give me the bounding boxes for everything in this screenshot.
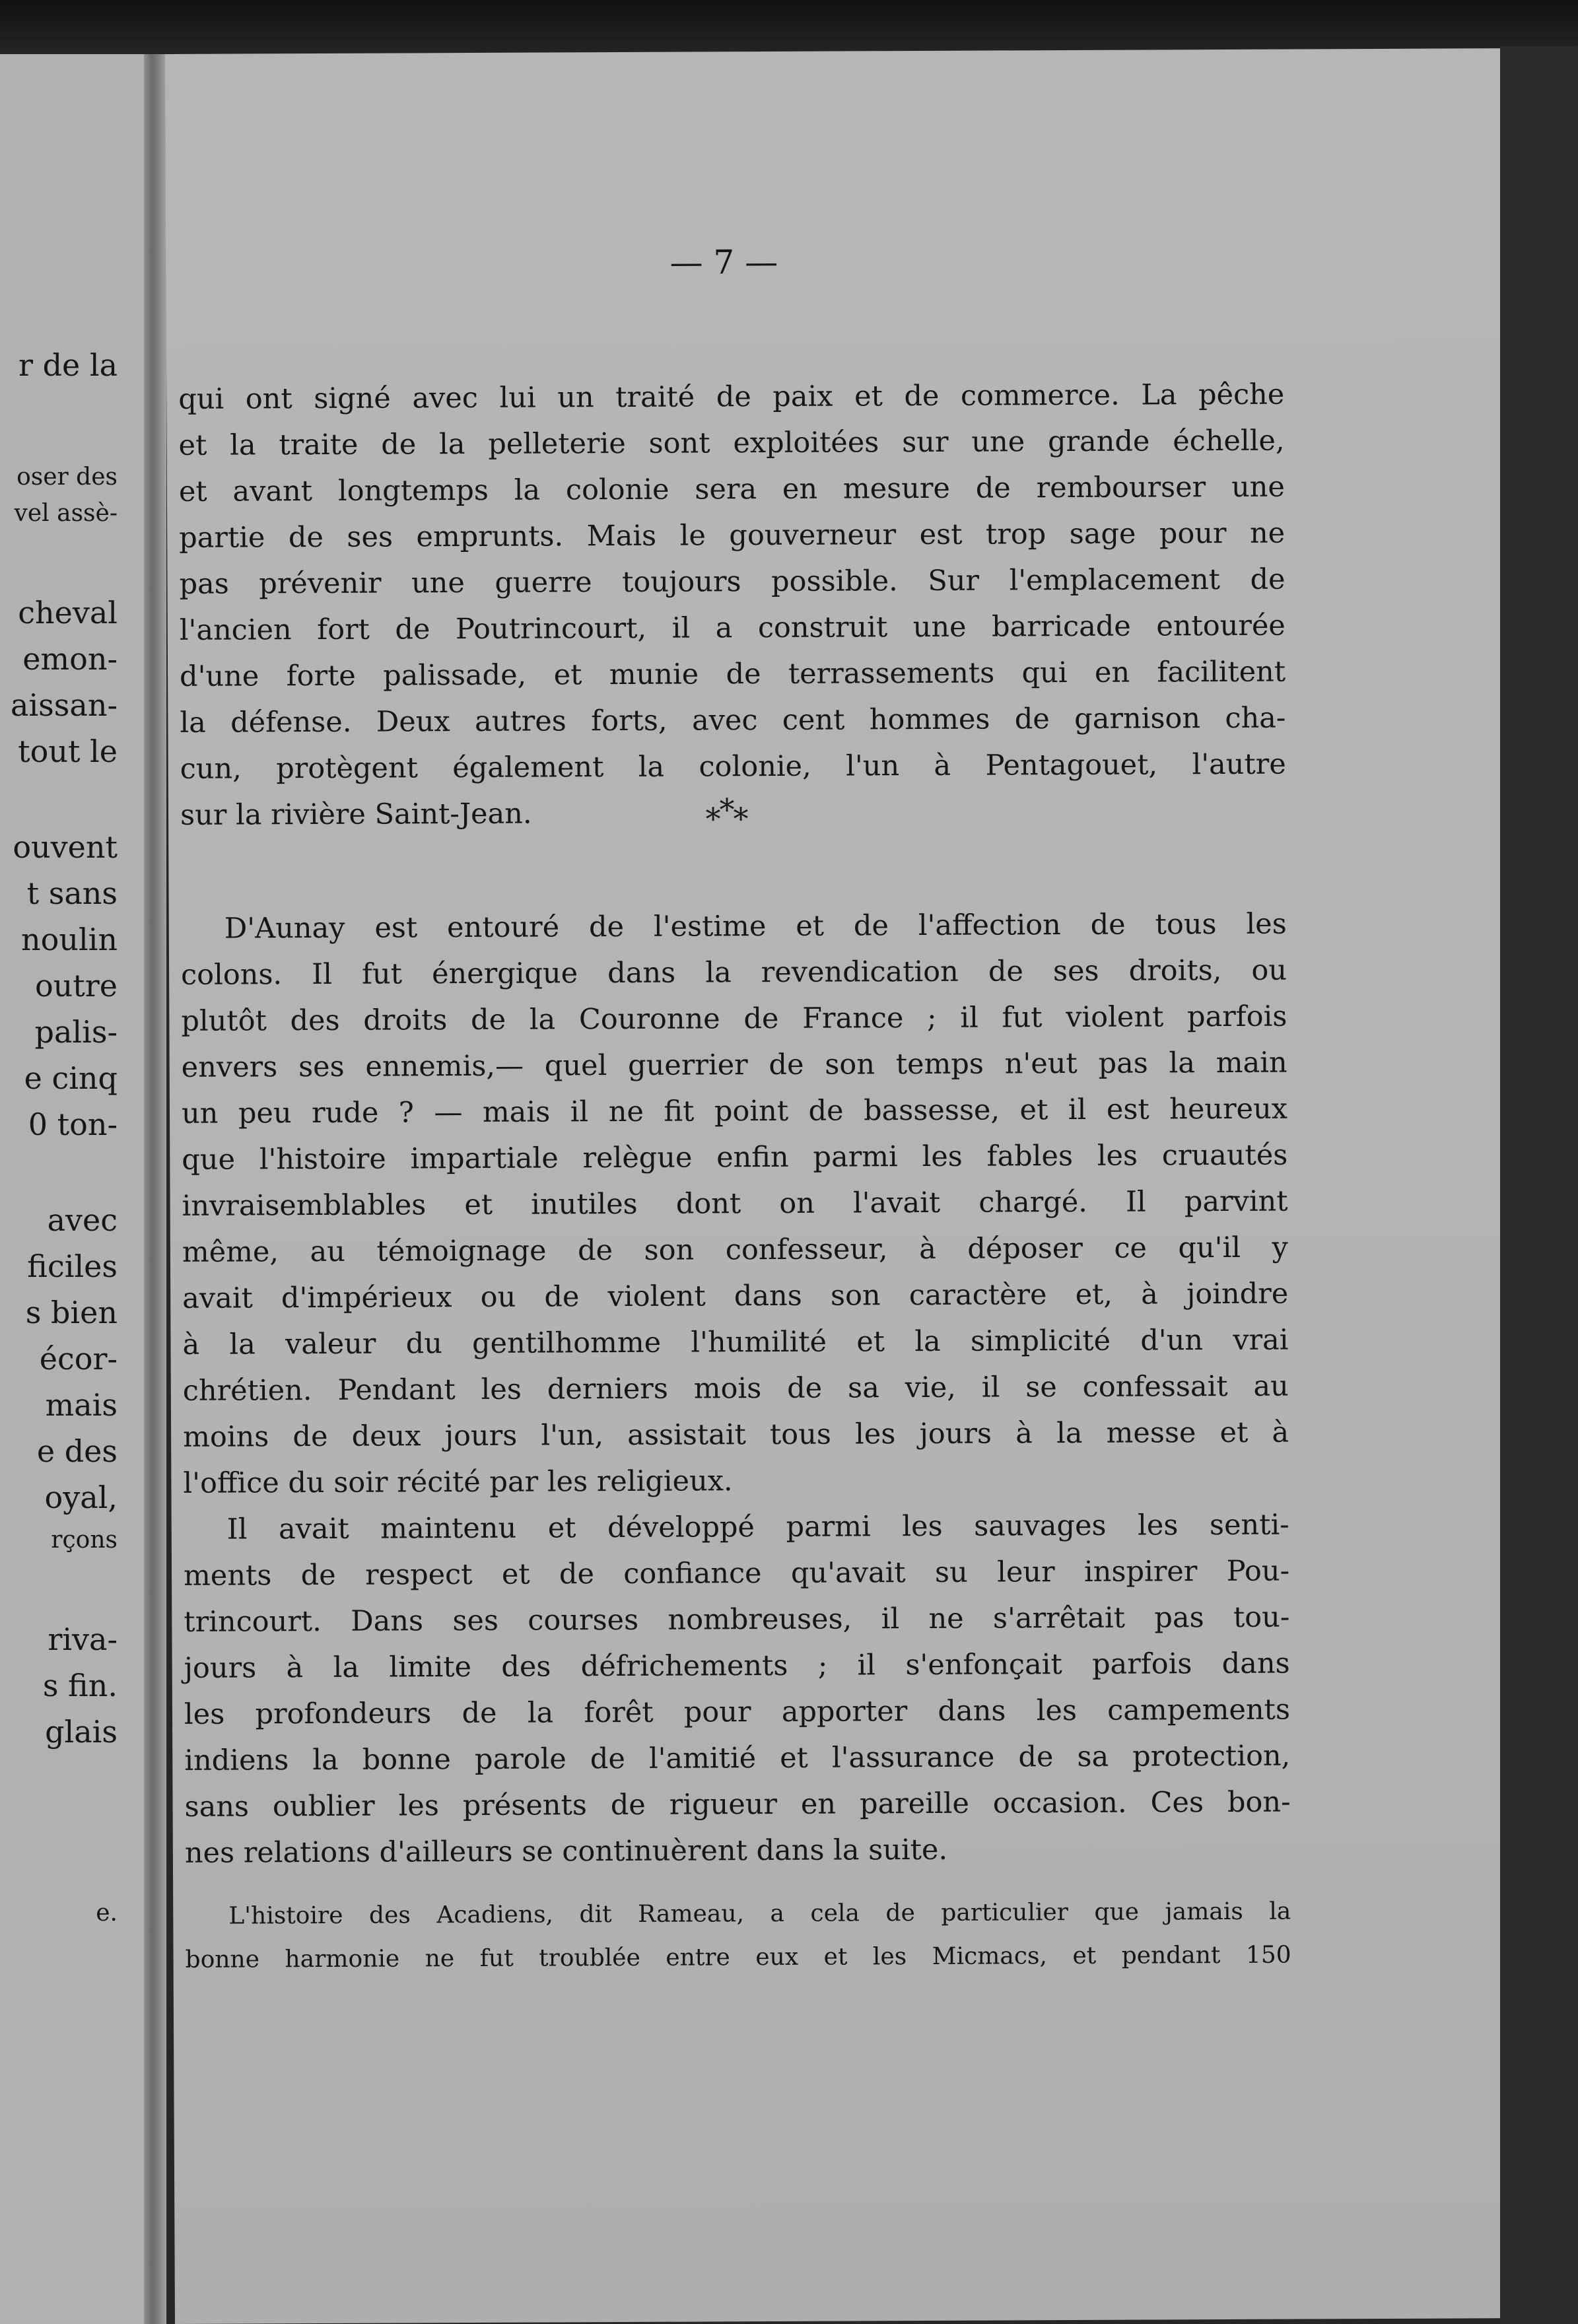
book-gutter <box>144 54 166 2324</box>
previous-page-fragment: e. <box>96 1899 118 1927</box>
text-line: sans oublier les présents de rigueur en pareille occasion. Ces bon- <box>184 1785 1291 1824</box>
text-line: plutôt des droits de la Couronne de France ; il fut violent parfois <box>181 1000 1287 1038</box>
previous-page-fragment: vel assè- <box>14 500 118 527</box>
previous-page-strip <box>0 54 158 2324</box>
text-line: invraisemblables et inutiles dont on l'avait chargé. Il parvint <box>182 1184 1288 1223</box>
previous-page-fragment: écor- <box>39 1341 118 1377</box>
previous-page-fragment: mais <box>45 1387 118 1423</box>
text-line: et la traite de la pelleterie sont exploitées sur une grande échelle, <box>178 424 1285 462</box>
asterism-star-right: * <box>733 801 747 837</box>
text-line: ments de respect et de confiance qu'avait su leur inspirer Pou- <box>183 1554 1290 1592</box>
text-line: L'histoire des Acadiens, dit Rameau, a cela de particulier que jamais la <box>228 1897 1291 1930</box>
previous-page-fragment: s fin. <box>42 1668 118 1703</box>
text-line: que l'histoire impartiale relègue enfin parmi les fables les cruautés <box>182 1138 1288 1177</box>
previous-page-fragment: oyal, <box>44 1480 118 1515</box>
previous-page-fragment: e des <box>36 1433 118 1469</box>
previous-page-fragment: r de la <box>18 347 118 383</box>
previous-page-fragment: noulin <box>21 922 118 957</box>
paragraph-3 <box>184 1502 1291 1876</box>
text-line: envers ses ennemis,— quel guerrier de son temps n'eut pas la main <box>181 1046 1287 1084</box>
text-line: bonne harmonie ne fut troublée entre eux et les Micmacs, et pendant 150 <box>185 1941 1291 1973</box>
text-line: qui ont signé avec lui un traité de paix et de commerce. La pêche <box>178 378 1285 416</box>
previous-page-fragment: tout le <box>18 734 118 769</box>
text-line: à la valeur du gentilhomme l'humilité et la simplicité d'un vrai <box>182 1323 1289 1361</box>
page-number: — 7 — <box>669 242 778 282</box>
previous-page-fragment: e cinq <box>24 1060 118 1096</box>
text-line: partie de ses emprunts. Mais le gouverneur est trop sage pour ne <box>179 516 1286 555</box>
previous-page-fragment: outre <box>34 968 118 1004</box>
previous-page-fragment: glais <box>45 1714 118 1750</box>
footnote <box>185 1890 1291 1982</box>
text-line: l'ancien fort de Poutrincourt, il a construit une barricade entourée <box>179 609 1286 647</box>
previous-page-fragment: emon- <box>22 641 118 677</box>
asterism-star-top: * <box>719 792 734 828</box>
previous-page-fragment: oser des <box>17 463 118 491</box>
previous-page-text <box>0 54 144 2324</box>
text-line: cun, protègent également la colonie, l'un à Pentagouet, l'autre <box>180 747 1286 786</box>
asterism-star-left: * <box>705 801 720 837</box>
text-line: avait d'impérieux ou de violent dans son caractère et, à joindre <box>182 1277 1289 1315</box>
text-line: même, au témoignage de son confesseur, à déposer ce qu'il y <box>182 1231 1289 1269</box>
text-line: trincourt. Dans ses courses nombreuses, il ne s'arrêtait pas tou- <box>184 1600 1290 1639</box>
paragraph-2 <box>181 901 1289 1507</box>
text-line: jours à la limite des défrichements ; il s'enfonçait parfois dans <box>184 1647 1290 1685</box>
text-line: colons. Il fut énergique dans la revendication de ses droits, ou <box>180 953 1287 992</box>
text-line: les profondeurs de la forêt pour apporter dans les campements <box>184 1693 1291 1731</box>
previous-page-fragment: palis- <box>34 1014 118 1050</box>
previous-page-fragment: ficiles <box>27 1248 118 1284</box>
previous-page-fragment: 0 ton- <box>28 1107 118 1142</box>
text-line: moins de deux jours l'un, assistait tous les jours à la messe et à <box>183 1416 1289 1454</box>
previous-page-fragment: cheval <box>18 595 118 631</box>
previous-page-fragment: riva- <box>48 1622 118 1657</box>
scan-right-edge <box>1500 46 1578 2324</box>
asterism-divider <box>168 792 1284 839</box>
paragraph-1 <box>178 372 1286 838</box>
text-line: nes relations d'ailleurs se continuèrent dans la suite. <box>184 1833 948 1870</box>
text-line: D'Aunay est entouré de l'estime et de l'affection de tous les <box>224 907 1287 945</box>
text-line: un peu rude ? — mais il ne fit point de bassesse, et il est heureux <box>181 1092 1288 1130</box>
text-line: pas prévenir une guerre toujours possible. Sur l'emplacement de <box>179 563 1286 601</box>
text-line: chrétien. Pendant les derniers mois de sa vie, il se confessait au <box>182 1369 1289 1408</box>
text-line: Il avait maintenu et développé parmi les sauvages les senti- <box>226 1508 1289 1546</box>
previous-page-fragment: t sans <box>26 875 118 911</box>
previous-page-fragment: ouvent <box>13 829 118 865</box>
text-line: l'office du soir récité par les religieux. <box>183 1464 733 1500</box>
previous-page-fragment: avec <box>47 1202 118 1238</box>
previous-page-fragment: aissan- <box>11 687 118 723</box>
page-seven <box>165 48 1514 2324</box>
text-line: d'une forte palissade, et munie de terrassements qui en facilitent <box>180 655 1286 693</box>
text-line: sur la rivière Saint-Jean. <box>180 797 532 832</box>
text-line: et avant longtemps la colonie sera en mesure de rembourser une <box>178 470 1285 508</box>
previous-page-fragment: s bien <box>25 1295 118 1330</box>
text-line: la défense. Deux autres forts, avec cent hommes de garnison cha- <box>180 701 1286 739</box>
text-line: indiens la bonne parole de l'amitié et l'assurance de sa protection, <box>184 1739 1291 1777</box>
previous-page-fragment: rçons <box>51 1526 118 1554</box>
